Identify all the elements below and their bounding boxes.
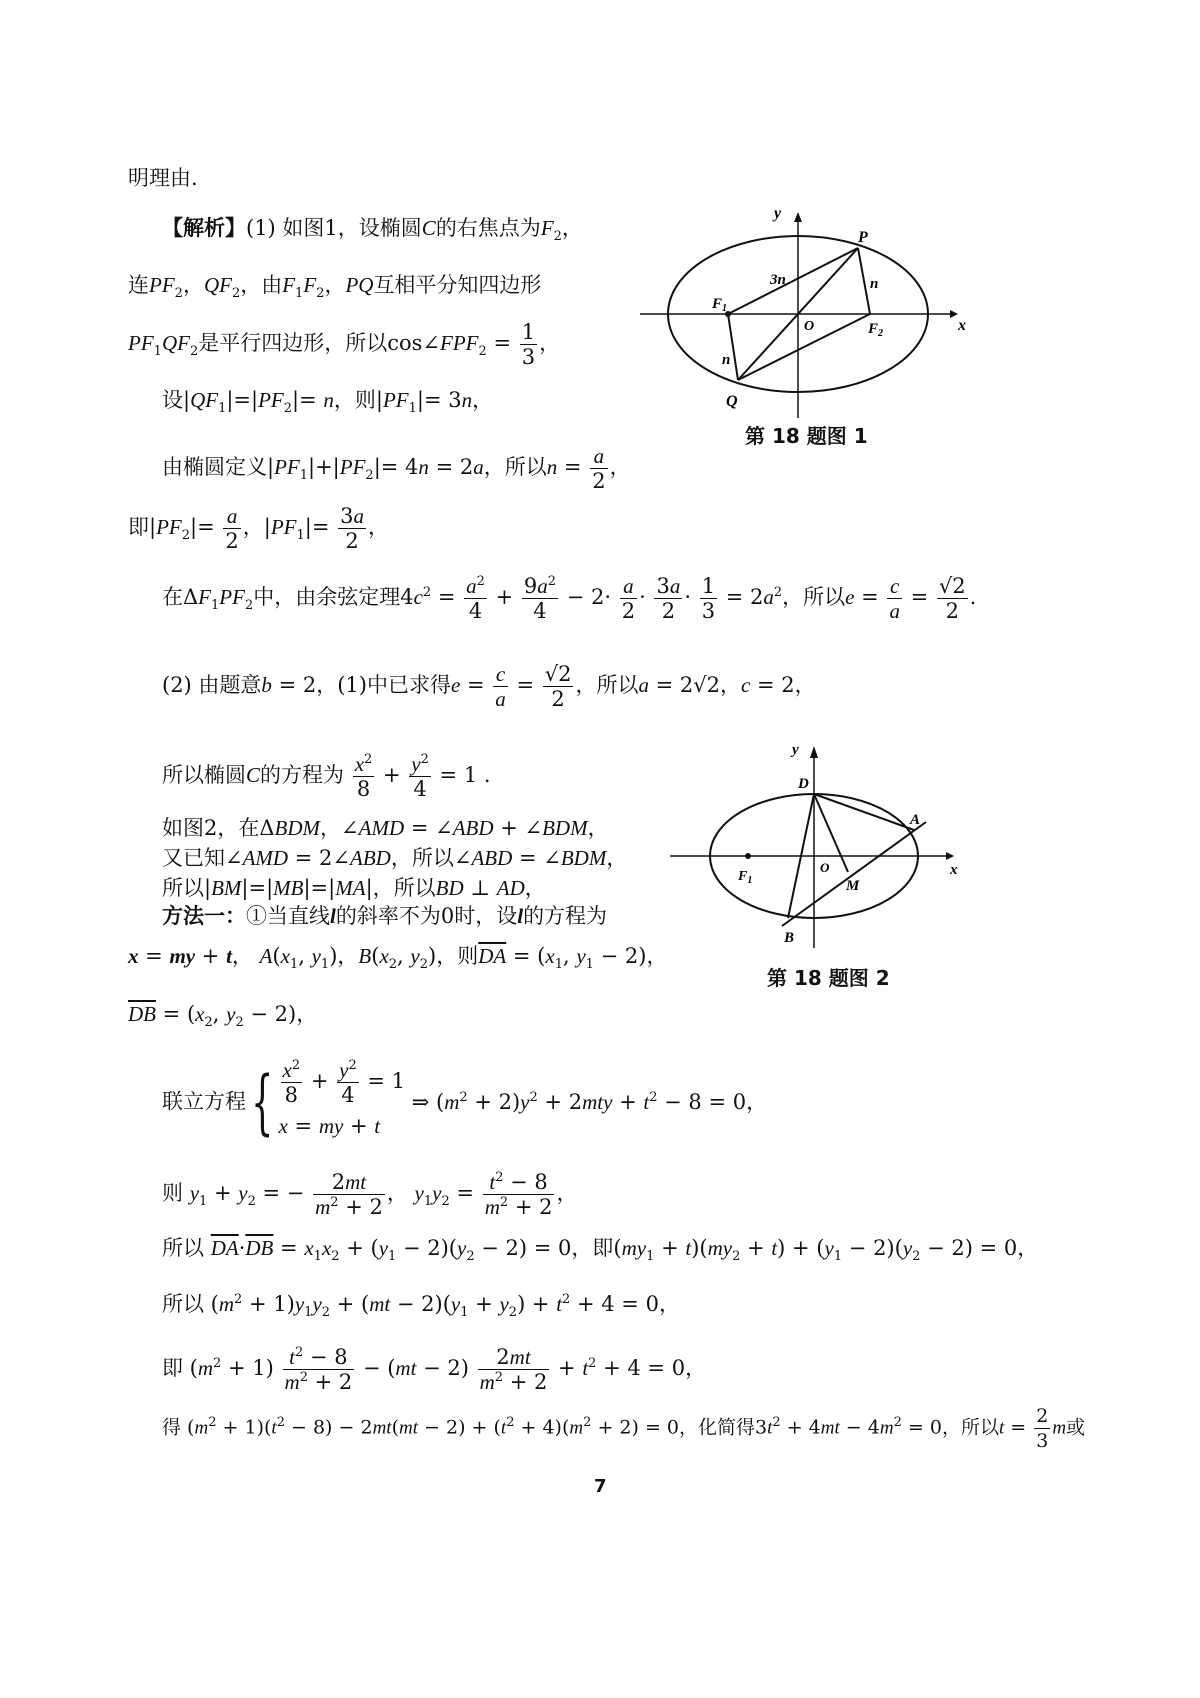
text-line: 如图2，在ΔBDM，∠AMD = ∠ABD + ∠BDM， <box>162 816 609 840</box>
label-p: P <box>858 229 868 246</box>
text-line: (2) 由题意b = 2，(1)中已求得e = $\frac{c}{a}$ = $\frac{√2}{2}$ ，所以a = 2√2，c = 2， <box>162 662 816 711</box>
segment-pf1 <box>728 248 858 314</box>
label-y: y <box>792 742 799 758</box>
label-n-left: n <box>722 352 731 368</box>
segment-pf2 <box>858 248 870 314</box>
text-line: 所以椭圆C的方程为 $\frac{x^2}{8}$ + $\frac{y^2}{4}$ = 1 . <box>162 752 491 801</box>
x-axis-arrow <box>946 852 954 860</box>
text-line: 明理由. <box>128 166 198 190</box>
label-f1: $F_1$ <box>738 869 753 886</box>
label-m: M <box>846 878 860 894</box>
text-line: 方法一：①当直线l的斜率不为0时，设l的方程为 <box>162 903 608 928</box>
text-line: 即 $(m^2 + 1)$ $\frac{t^2 - 8}{m^2 + 2}$ − (mt − 2) $\frac{2mt}{m^2 + 2}$ + $t^2 + 4 = 0$， <box>162 1345 707 1394</box>
figure-2-caption: 第 18 题图 2 <box>767 966 890 990</box>
text-line: 联立方程{ $\frac{x^2}{8}$ + $\frac{y^2}{4}$ = 1 x = my + t ⇒ $(m^2 + 2)y^2 + 2mty + t^2 - 8 = 0$， <box>162 1058 768 1143</box>
label-f1: $F_1$ <box>712 296 728 314</box>
label-3n: 3n <box>770 272 786 288</box>
text-line: 所以 $\overline{DA}\cdot\overline{DB} = x_1x_2 + (y_1 - 2)(y_2 - 2) = 0$，即$(my_1 + t)(my_2 + t) + (y_1 - 2)(y_2 - 2) = 0$， <box>162 1236 1039 1265</box>
text-line: 设$|QF_1|=|PF_2|= n$，则$|PF_1|= 3n$， <box>162 388 494 417</box>
segment-da <box>814 794 914 830</box>
text-line: 所以|BM|=|MB|=|MA|，所以BD ⊥ AD， <box>162 876 546 900</box>
label-x: x <box>958 317 966 334</box>
label-b: B <box>784 930 795 946</box>
y-axis-arrow <box>810 746 818 758</box>
label-o: O <box>804 319 815 334</box>
x-axis-arrow <box>950 310 958 318</box>
text-line: $\overline{DB} = (x_2$, $y_2 - 2$)， <box>128 1002 318 1031</box>
text-line: 得 $(m^2 + 1)(t^2 - 8) - 2mt(mt - 2) + (t^2 + 4)(m^2 + 2) = 0$，化简得$3t^2 + 4mt - 4m^2 = 0$，所以t = $\frac{2}{3}$ m或 <box>162 1405 1086 1452</box>
page-number: 7 <box>594 1476 607 1497</box>
figure-1-caption: 第 18 题图 1 <box>745 424 868 448</box>
text-line: 则 $y_1 + y_2$ = − $\frac{2mt}{m^2 + 2}$ ， $y_1y_2$ = $\frac{t^2 - 8}{m^2 + 2}$ ， <box>162 1170 578 1219</box>
figure-1-ellipse <box>640 200 980 420</box>
figure-2-ellipse <box>670 740 970 950</box>
y-axis-arrow <box>794 212 802 222</box>
label-a: A <box>910 812 921 828</box>
label-f2: $F_2$ <box>868 321 884 339</box>
point-f1 <box>745 853 751 859</box>
label-n-right: n <box>870 276 879 292</box>
text-line: 即$|PF_2|=$ $\frac{a}{2}$ ，$|PF_1|=$ $\frac{3a}{2}$ ， <box>128 504 389 553</box>
label-d: D <box>798 776 809 792</box>
text-line: 【解析】(1) 如图1，设椭圆C的右焦点为$F_2$， <box>162 215 583 245</box>
text-line: 连$PF_2$，$QF_2$，由$F_1F_2$，PQ互相平分知四边形 <box>128 273 542 302</box>
line-l <box>782 822 926 926</box>
text-line: x = my + t， $A(x_1$, $y_1$)，$B(x_2$, $y_2$)，则$\overline{DA} = (x_1$, $y_1 - 2$)， <box>128 944 668 973</box>
text-line: 在$\Delta F_1PF_2$中，由余弦定理$4c^2$ = $\frac{a^2}{4}$ + $\frac{9a^2}{4}$ − 2· $\frac{a}{2}$ · $\frac{3a}{2}$ · $\frac{1}{3}$ = $2a^2$，所以e = $\frac{c}{a}$ = $\frac{√2}{2}$ . <box>162 574 977 623</box>
label-q: Q <box>726 393 738 410</box>
text-line: 所以 $(m^2 + 1)y_1y_2 + (mt - 2)(y_1 + y_2) + t^2 + 4 = 0$， <box>162 1292 680 1321</box>
text-line: 由椭圆定义$|PF_1|+|PF_2|= 4n = 2a$，所以n = $\frac{a}{2}$ ， <box>162 444 631 493</box>
label-y: y <box>774 205 782 222</box>
label-x: x <box>950 862 958 878</box>
text-line: $PF_1QF_2$是平行四边形，所以$\cos\angle FPF_2$ = $\frac{1}{3}$ ， <box>128 320 561 369</box>
label-o: O <box>820 860 830 875</box>
text-line: 又已知∠AMD = 2∠ABD，所以∠ABD = ∠BDM， <box>162 846 628 870</box>
segment-qf1 <box>728 314 738 380</box>
